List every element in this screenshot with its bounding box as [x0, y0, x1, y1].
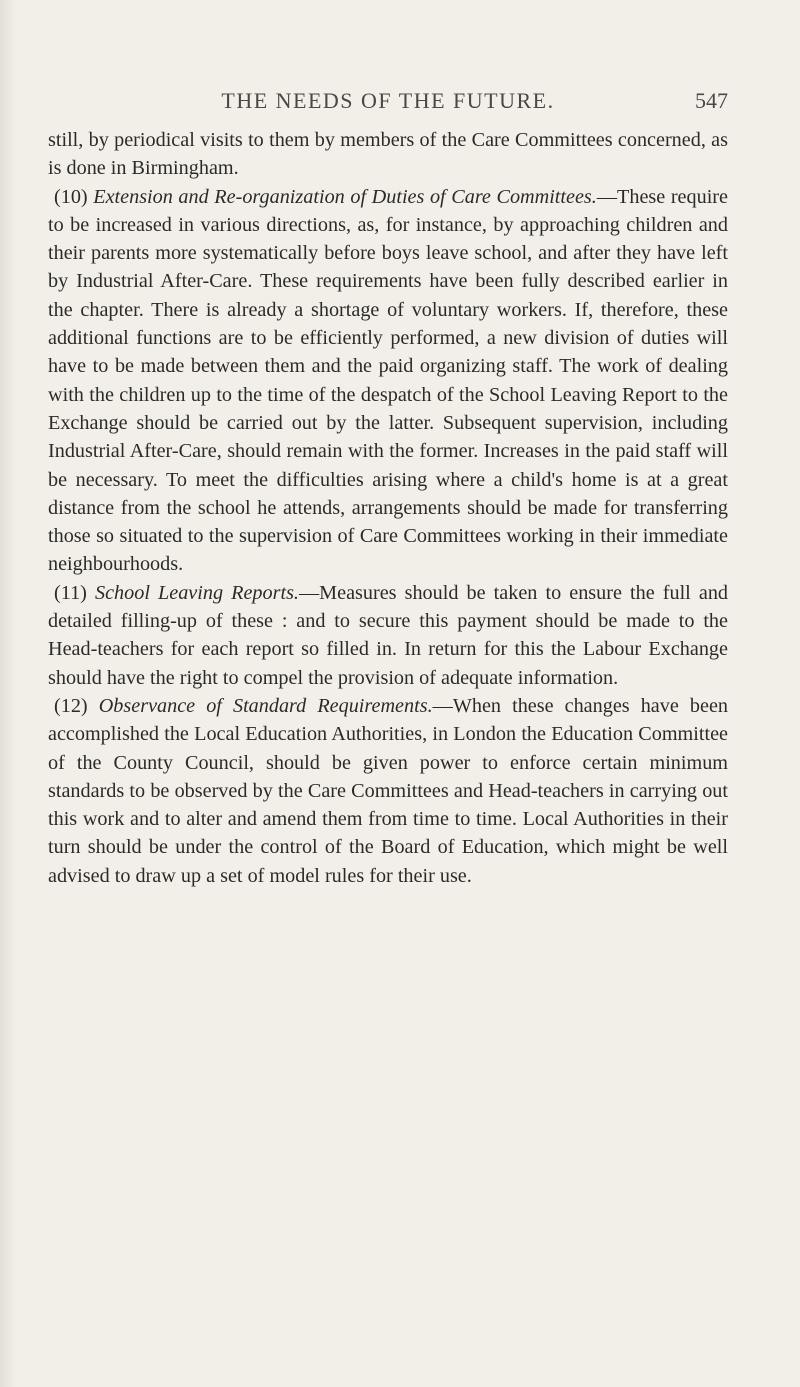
paragraph-text: —Measures should be taken to ensure the full and detailed filling-up of these : and to secure this payment should be made to the Head-teachers for each report so filled in. In return for this the Labour Exchange should have the right to compel the provision of adequate information.: [48, 581, 729, 689]
paragraph-12: [48, 692, 728, 890]
paragraph-11: [48, 579, 728, 692]
page-number: 547: [695, 88, 728, 113]
running-head-title: THE NEEDS OF THE FUTURE.: [221, 88, 555, 113]
paragraph-10: [48, 183, 728, 579]
running-head: [48, 88, 728, 128]
paragraph-text: —When these changes have been accomplished the Local Education Authorities, in London the Education Committee of the County Council, should be given power to enforce certain minimum standards to be observed by the Care Committees and Head-teachers in carrying out this work and to alter and amend them from time to time. Local Authorities in their turn should be under the control of the Board of Education, which might be well advised to draw up a set of model rules for their use.: [48, 694, 729, 887]
paragraph-text: —These require to be increased in various directions, as, for instance, by approaching children and their parents more systematically before boys leave school, and after they have left by Industrial After-Care. These requirements have been fully described earlier in the chapter. There is already a shortage of voluntary workers. If, therefore, these additional functions are to be efficiently performed, a new division of duties will have to be made between them and the paid organizing staff. The work of dealing with the children up to the time of the despatch of the School Leaving Report to the Exchange should be carried out by the latter. Subsequent supervision, including Industrial After-Care, should remain with the former. Increases in the paid staff will be necessary. To meet the difficulties arising where a child's home is at a great distance from the school he attends, arrangements should be made for transferring those so situated to the supervision of Care Committees working in their immediate neighbourhoods.: [48, 185, 728, 576]
paragraph-heading: Observance of Standard Requirements.: [98, 694, 433, 717]
paragraph-number: (10): [54, 185, 88, 208]
body-text: [48, 126, 728, 890]
page-edge: [0, 0, 16, 1387]
paragraph-text: still, by periodical visits to them by members of the Care Committees concerned, as is done in Birmingham.: [48, 129, 728, 180]
paragraph-continuation: [48, 126, 728, 183]
paragraph-number: (12): [54, 694, 88, 717]
paragraph-number: (11): [54, 581, 87, 604]
paragraph-heading: Extension and Re-organization of Duties of Care Committees.: [93, 185, 597, 208]
paragraph-heading: School Leaving Reports.: [94, 581, 299, 604]
